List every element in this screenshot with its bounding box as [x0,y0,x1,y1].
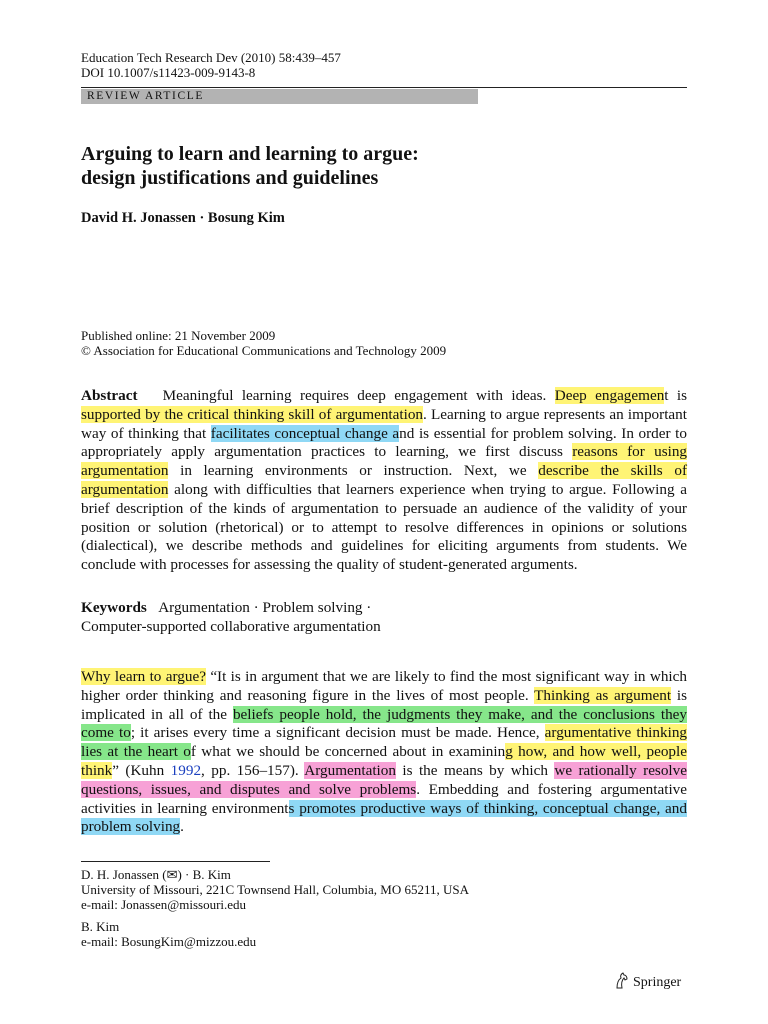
footnote-email[interactable]: e-mail: Jonassen@missouri.edu [81,897,247,912]
intro-paragraph [81,668,687,837]
title-line-2: design justifications and guidelines [81,167,379,189]
body-text: f what we should be concerned about in examinin [190,743,506,761]
highlight[interactable]: Thinking as argument [534,686,672,704]
highlight[interactable]: g how, and how well, people think [81,743,687,779]
highlight[interactable]: Deep engagemen [554,387,665,404]
highlight[interactable]: beliefs people hold, the judgments they make, and the conclusions they come to [81,705,687,742]
highlight[interactable]: Argumentation [304,761,396,779]
authors: David H. Jonassen · Bosung Kim [81,210,285,226]
abstract-text: t is [664,387,688,404]
title-line-1: Arguing to learn and learning to argue: [81,143,419,165]
body-text: . Embedding and fostering argumentative activities in learning environment [81,780,688,817]
publisher-logo [614,972,681,994]
abstract-text: nd is essential for problem solving. In order to appropriately apply argumentation practices to learning, we first discuss [81,424,687,461]
doi: DOI 10.1007/s11423-009-9143-8 [81,65,256,80]
keywords [81,599,687,637]
keywords-label: Keywords [81,599,147,616]
body-text: . [180,818,184,836]
highlight[interactable]: facilitates conceptual change a [210,424,400,442]
highlight[interactable]: reasons for using argumentation [81,443,688,480]
footnote-authors: D. H. Jonassen (✉) · B. Kim [81,867,231,882]
header-rule [81,87,687,88]
highlight[interactable]: lies at the heart o [81,743,191,761]
highlight[interactable]: Why learn to argue? [81,668,206,685]
body-text: is the means by which [402,761,548,779]
highlight[interactable]: argumentative thinking [544,724,688,742]
highlight[interactable]: s promotes productive ways of thinking, conceptual change, and problem solving [81,799,687,836]
abstract-text: Meaningful learning requires deep engagement with ideas. [162,387,547,404]
keywords-line-2: Computer-supported collaborative argumentation [81,617,381,635]
footnote-affiliation: University of Missouri, 221C Townsend Hall, Columbia, MO 65211, USA [81,882,470,897]
springer-horse-icon [614,972,629,994]
footnote-email[interactable]: e-mail: BosungKim@mizzou.edu [81,934,257,949]
publisher-name: Springer [633,975,682,990]
published-date: Published online: 21 November 2009 [81,328,276,343]
abstract-text: in learning environments or instruction. Next, we [180,462,527,480]
journal-citation: Education Tech Research Dev (2010) 58:439–457 [81,50,341,65]
footnote-rule [81,861,270,862]
abstract-label: Abstract [81,387,138,404]
highlight[interactable]: we rationally resolve questions, issues, and disputes and solve problems [81,761,687,798]
body-text: is implicated in all of the [81,686,687,723]
abstract-text: along with difficulties that learners experience when trying to argue. Following a brief description of the kinds of argumentation to persuade an audience of the validity of your position or solution (rhetorical) or to attempt to resolve differences in opinions or solutions (dialectical), we describe methods and guidelines for eliciting arguments from students. We conclude with processes for assessing the quality of student-generated arguments. [81,480,687,574]
body-text: , pp. 156–157). [201,761,299,779]
body-text: “It is in argument that we are likely to find the most significant way in which higher order thinking and reasoning figure in the lives of most people. [81,668,687,704]
footnote-author: B. Kim [81,919,120,934]
citation-link[interactable]: 1992 [170,761,202,779]
highlight[interactable]: describe the skills of argumentation [81,462,687,498]
section-label: REVIEW ARTICLE [81,89,478,104]
abstract-text: . Learning to argue represents an important way of thinking that [81,405,687,442]
body-text: ” (Kuhn [112,761,165,779]
highlight[interactable]: supported by the critical thinking skill of argumentation [81,405,424,423]
keywords-line-1: Argumentation · Problem solving · [158,599,372,616]
copyright: © Association for Educational Communications and Technology 2009 [81,343,447,358]
body-text: ; it arises every time a significant decision must be made. Hence, [130,724,540,742]
article-title [81,142,687,190]
abstract [81,387,687,575]
